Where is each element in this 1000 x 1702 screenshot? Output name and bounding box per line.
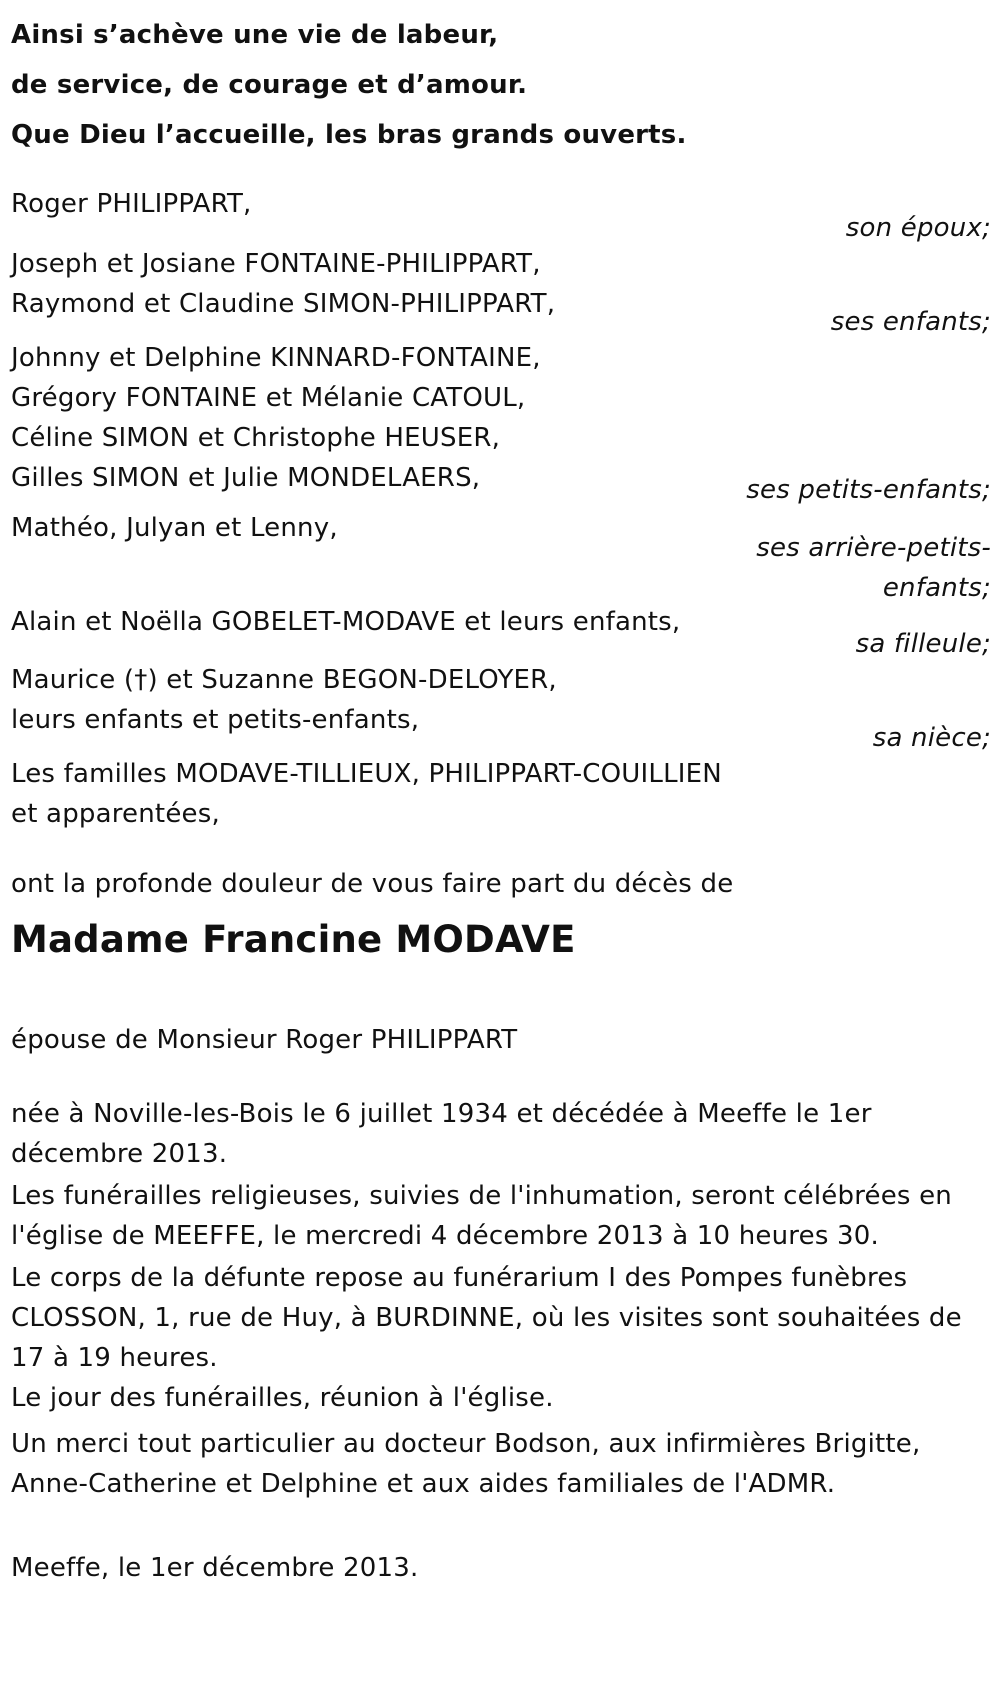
deceased-name: Madame Francine MODAVE bbox=[11, 918, 576, 961]
poem-line: de service, de courage et d’amour. bbox=[11, 70, 528, 100]
thanks-paragraph: Un merci tout particulier au docteur Bodson, aux infirmières Brigitte, Anne-Catherine et Delphine et aux aides familiales de l'ADMR. bbox=[11, 1429, 921, 1499]
family-name-line: Mathéo, Julyan et Lenny, bbox=[11, 513, 338, 543]
family-name-line: Céline SIMON et Christophe HEUSER, bbox=[11, 423, 501, 453]
relation-label: son époux; bbox=[845, 213, 991, 243]
relation-label: sa filleule; bbox=[855, 629, 991, 659]
family-name-line: et apparentées, bbox=[11, 799, 220, 829]
poem-line: Que Dieu l’accueille, les bras grands ouverts. bbox=[11, 120, 687, 150]
family-group-families bbox=[11, 754, 991, 834]
family-name-line: Grégory FONTAINE et Mélanie CATOUL, bbox=[11, 383, 526, 413]
family-name-line: Roger PHILIPPART, bbox=[11, 189, 252, 219]
poem-line: Ainsi s’achève une vie de labeur, bbox=[11, 20, 499, 50]
family-name-line: Raymond et Claudine SIMON-PHILIPPART, bbox=[11, 289, 556, 319]
family-name-line: Les familles MODAVE-TILLIEUX, PHILIPPART-COUILLIEN bbox=[11, 759, 722, 789]
closing-line: Meeffe, le 1er décembre 2013. bbox=[11, 1553, 419, 1583]
spouse-line: épouse de Monsieur Roger PHILIPPART bbox=[11, 1025, 518, 1055]
announcement-text: ont la profonde douleur de vous faire part du décès de bbox=[11, 869, 734, 899]
relation-label: sa nièce; bbox=[872, 723, 991, 753]
family-name-line: leurs enfants et petits-enfants, bbox=[11, 705, 420, 735]
relation-label: ses petits-enfants; bbox=[746, 475, 991, 505]
family-name-line: Joseph et Josiane FONTAINE-PHILIPPART, bbox=[11, 249, 541, 279]
family-group-niece bbox=[11, 660, 991, 740]
funeral-paragraph: Les funérailles religieuses, suivies de l'inhumation, seront célébrées en l'église de MEEFFE, le mercredi 4 décembre 2013 à 10 heures 30. bbox=[11, 1181, 952, 1251]
relation-label: ses enfants; bbox=[830, 307, 991, 337]
family-name-line: Gilles SIMON et Julie MONDELAERS, bbox=[11, 463, 481, 493]
family-group-goddaughter bbox=[11, 602, 991, 642]
funerarium-paragraph: Le corps de la défunte repose au funérarium I des Pompes funèbres CLOSSON, 1, rue de Huy, à BURDINNE, où les visites sont souhaitées de 17 à 19 heures. bbox=[11, 1263, 962, 1373]
family-name-line: Maurice (†) et Suzanne BEGON-DELOYER, bbox=[11, 665, 557, 695]
birth-death-paragraph: née à Noville-les-Bois le 6 juillet 1934 et décédée à Meeffe le 1er décembre 2013. bbox=[11, 1099, 872, 1169]
family-name-line: Johnny et Delphine KINNARD-FONTAINE, bbox=[11, 343, 541, 373]
opening-poem bbox=[11, 10, 687, 160]
relation-label: ses arrière-petits-enfants; bbox=[756, 533, 991, 603]
gathering-paragraph: Le jour des funérailles, réunion à l'église. bbox=[11, 1383, 554, 1413]
family-group-spouse bbox=[11, 184, 991, 224]
family-name-line: Alain et Noëlla GOBELET-MODAVE et leurs enfants, bbox=[11, 607, 681, 637]
